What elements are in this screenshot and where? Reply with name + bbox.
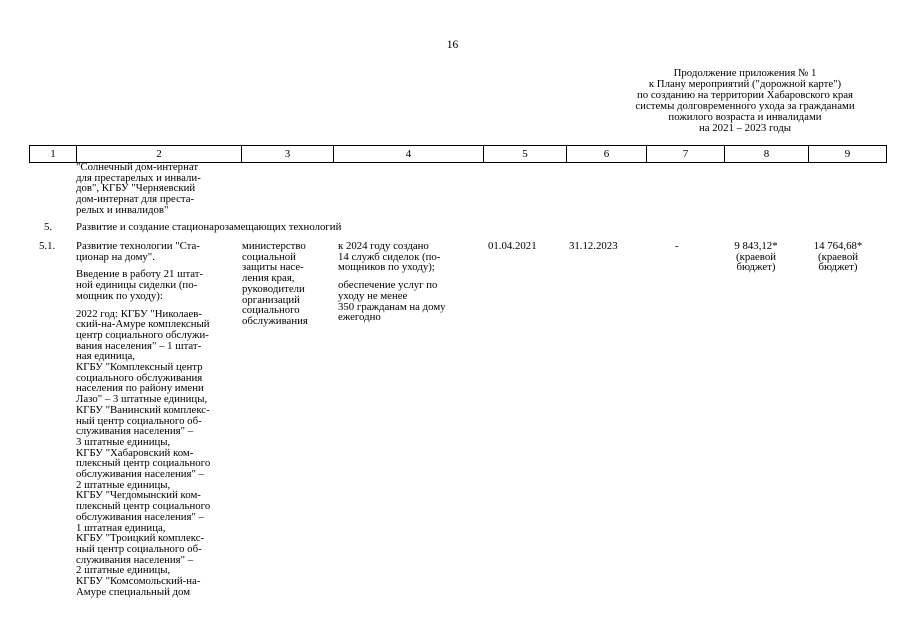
header-cell-1: 1 [30, 146, 77, 162]
continuation-text [76, 162, 201, 216]
appendix-line: к Плану мероприятий ("дорожной карте") [648, 78, 842, 90]
text-line: КГБУ "Комплексный центр [76, 361, 203, 374]
text-line: обеспечение услуг по [338, 279, 438, 292]
text-line: дом-интернат для преста- [76, 193, 195, 206]
text-line: плексный центр социального [76, 500, 211, 513]
text-line: социального обслуживания [76, 371, 203, 384]
text-line: министерство [242, 240, 306, 252]
header-cell-4: 4 [334, 146, 484, 162]
text-line: КГБУ "Чегдомынский ком- [76, 489, 201, 502]
text-line: населения по району имени [76, 382, 204, 395]
row-start-date: 01.04.2021 [488, 240, 537, 252]
text-line: ционар на дому". [76, 250, 155, 263]
page-number: 16 [446, 39, 459, 51]
text-line: руководители [242, 282, 305, 295]
text-line: вания населения" – 1 штат- [76, 339, 202, 352]
text-line: ная единица, [76, 350, 135, 363]
text-line: 2 штатные единицы, [76, 564, 171, 577]
appendix-line: на 2021 – 2023 годы [699, 122, 791, 134]
row-funding-3 [802, 241, 874, 273]
text-line: релых и инвалидов" [76, 203, 169, 216]
header-cell-3: 3 [242, 146, 334, 162]
text-line: ный центр социального об- [76, 414, 202, 427]
text-line: служивания населения" – [76, 553, 194, 566]
text-line: 14 764,68* [813, 240, 863, 252]
text-line: организаций [242, 293, 300, 306]
text-line: 3 штатные единицы, [76, 435, 171, 448]
row-funding-2 [720, 241, 792, 273]
text-line: (краевой [817, 250, 859, 263]
row-result [338, 241, 446, 323]
header-cell-9: 9 [844, 148, 851, 160]
text-line: социального [242, 304, 300, 317]
text-line: КГБУ "Комсомольский-на- [76, 575, 201, 588]
appendix-line: Продолжение приложения № 1 [673, 67, 817, 79]
appendix-line: системы долговременного ухода за гражданами [635, 100, 855, 112]
text-line: "Солнечный дом-интернат [76, 161, 199, 173]
row-number: 5.1. [39, 240, 56, 252]
text-line: бюджет) [736, 261, 776, 274]
text-line: плексный центр социального [76, 457, 211, 470]
appendix-line: по созданию на территории Хабаровского края [637, 89, 853, 101]
text-line: 14 служб сиделок (по- [338, 250, 441, 263]
text-line: Лазо" – 3 штатные единицы, [76, 393, 208, 406]
text-line: (краевой [735, 250, 777, 263]
section-title: Развитие и создание стационарозамещающих технологий [76, 221, 342, 233]
text-line: 9 843,12* [734, 240, 778, 252]
text-line: мощников по уходу); [338, 261, 435, 274]
text-line: ежегодно [338, 311, 381, 324]
header-cell-8: 8 [725, 146, 809, 162]
text-line: защиты насе- [242, 261, 304, 274]
text-line: для престарелых и инвали- [76, 171, 201, 184]
text-line: КГБУ "Троицкий комплекс- [76, 532, 205, 545]
text-line: 1 штатная единица, [76, 521, 166, 534]
text-line: служивания населения" – [76, 425, 194, 438]
header-cell-6: 6 [567, 146, 647, 162]
text-line: ский-на-Амуре комплексный [76, 318, 210, 331]
row-responsible [242, 241, 308, 327]
row-dash: - [675, 240, 679, 252]
text-line: КГБУ "Ванинский комплекс- [76, 403, 210, 416]
text-line: мощник по уходу): [76, 289, 163, 302]
text-line: бюджет) [818, 261, 858, 274]
text-line: Введение в работу 21 штат- [76, 268, 204, 281]
text-line: КГБУ "Хабаровский ком- [76, 446, 194, 459]
text-line: Амуре специальный дом [76, 585, 191, 598]
text-line: ления края, [242, 272, 295, 285]
text-line: социальной [242, 250, 296, 263]
header-cell-2: 2 [77, 146, 242, 162]
text-line: ной единицы сиделки (по- [76, 279, 198, 292]
text-line: 350 гражданам на дому [338, 300, 446, 313]
text-line: уходу не менее [338, 289, 408, 302]
row-end-date: 31.12.2023 [569, 240, 618, 252]
text-line: обслуживания населения" – [76, 510, 205, 523]
text-line: ный центр социального об- [76, 542, 202, 555]
header-cell-5: 5 [484, 146, 567, 162]
text-line: центр социального обслужи- [76, 328, 209, 341]
text-line: Развитие технологии "Ста- [76, 240, 200, 252]
header-cell-7: 7 [647, 146, 725, 162]
row-description [76, 241, 210, 598]
appendix-line: пожилого возраста и инвалидами [668, 111, 822, 123]
text-line: обслуживания [242, 314, 308, 327]
text-line: 2022 год: КГБУ "Николаев- [76, 307, 202, 320]
text-line: обслуживания населения" – [76, 468, 205, 481]
section-number: 5. [44, 221, 53, 233]
text-line: 2 штатные единицы, [76, 478, 171, 491]
text-line: дов", КГБУ "Черняевский [76, 182, 196, 195]
text-line: к 2024 году создано [338, 240, 429, 252]
appendix-header [600, 68, 890, 134]
